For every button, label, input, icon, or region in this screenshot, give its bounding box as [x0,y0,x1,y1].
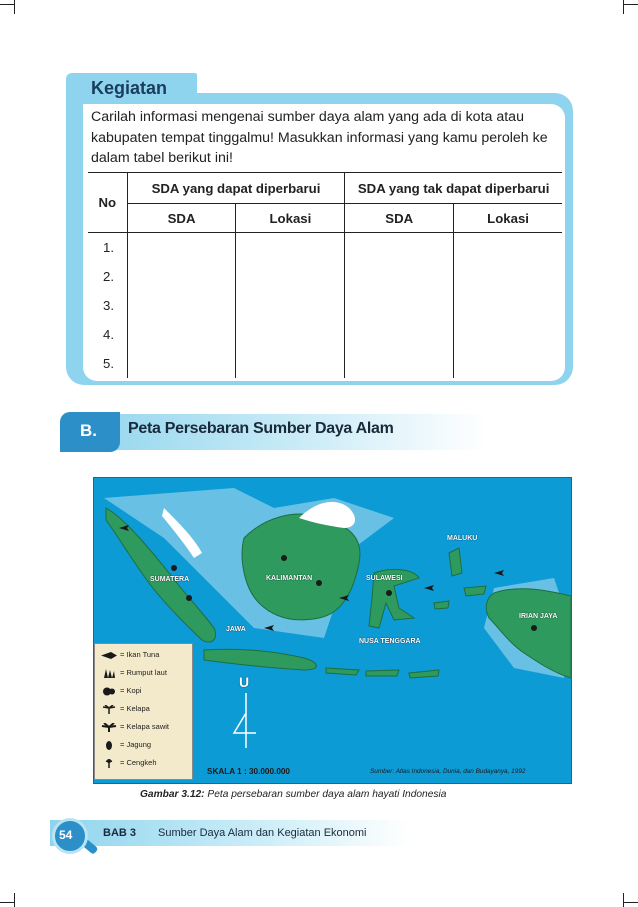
page-number: 54 [59,828,73,842]
legend-item: = Kopi [101,686,141,700]
table-cell[interactable] [236,233,345,263]
table-cell[interactable] [345,320,454,349]
coconut-icon [101,705,117,714]
table-cell[interactable] [454,291,562,320]
crop-mark [624,902,638,903]
crop-mark [14,0,15,14]
activity-table [88,172,562,378]
label-jawa: JAWA [226,626,246,633]
table-cell[interactable] [345,233,454,263]
table-row [88,262,562,291]
caption-text: Peta persebaran sumber daya alam hayati Indonesia [207,789,447,800]
footer-chapter: BAB 3 [103,827,137,839]
table-cell[interactable] [454,349,562,378]
fish-icon [101,651,117,660]
jawa-island [204,649,316,670]
crop-mark [14,893,15,907]
seaweed-icon [101,669,117,678]
table-cell[interactable] [345,349,454,378]
table-cell[interactable] [454,320,562,349]
table-cell[interactable] [345,262,454,291]
table-cell[interactable] [127,233,236,263]
table-row [88,349,562,378]
header-renewable: SDA yang dapat diperbarui [127,173,345,204]
table-cell[interactable] [127,291,236,320]
crop-mark [623,893,624,907]
activity-tab-label: Kegiatan [91,78,168,98]
nusa-tenggara-islands [326,668,439,678]
table-cell[interactable] [454,262,562,291]
activity-instruction: Carilah informasi mengenai sumber daya alam yang ada di kota atau kabupaten tempat tinggalmu! Masukkan informasi yang kamu peroleh ke dalam tabel berikut ini! [91,109,548,166]
row-number: 1. [103,240,114,255]
row-number: 3. [103,298,114,313]
table-cell[interactable] [127,262,236,291]
label-maluku: MALUKU [447,535,478,542]
legend-item: = Kelapa [101,704,150,718]
table-row [88,233,562,263]
table-row [88,320,562,349]
row-number: 4. [103,327,114,342]
table-cell[interactable] [127,320,236,349]
legend-item: = Cengkeh [101,758,157,772]
label-irian-jaya: IRIAN JAYA [519,613,558,620]
footer-title: Sumber Daya Alam dan Kegiatan Ekonomi [158,827,367,839]
activity-tab [66,73,197,103]
table-cell[interactable] [236,291,345,320]
subheader-sda: SDA [345,204,454,233]
crop-mark [623,0,624,14]
legend-item: = Kelapa sawit [101,722,169,736]
table-cell[interactable] [236,349,345,378]
clove-icon [101,759,117,768]
table-cell[interactable] [236,320,345,349]
legend-item: = Jagung [101,740,151,754]
row-number: 5. [103,356,114,371]
header-no: No [98,195,117,210]
section-letter: B. [80,421,97,440]
map-scale: SKALA 1 : 30.000.000 [207,767,290,776]
page-number-badge [52,818,88,854]
maluku-islands [434,548,486,609]
crop-mark [624,4,638,5]
caption-label: Gambar 3.12: [140,789,205,800]
table-cell[interactable] [454,233,562,263]
header-nonrenewable: SDA yang tak dapat diperbarui [345,173,562,204]
coffee-icon [101,687,117,696]
subheader-sda: SDA [127,204,236,233]
figure-caption [140,789,446,800]
palm-oil-icon [101,723,117,732]
map-source: Sumber: Atlas Indonesia, Dunia, dan Budayanya, 1992 [370,768,526,775]
section-title: Peta Persebaran Sumber Daya Alam [128,420,394,437]
legend-item: = Rumput laut [101,668,167,682]
label-sumatera: SUMATERA [150,576,190,583]
table-cell[interactable] [345,291,454,320]
section-badge [60,412,120,452]
label-nusa-tenggara: NUSA TENGGARA [359,638,421,645]
crop-mark [0,4,14,5]
subheader-lokasi: Lokasi [454,204,562,233]
row-number: 2. [103,269,114,284]
subheader-lokasi: Lokasi [236,204,345,233]
crop-mark [0,902,14,903]
north-arrow-label: U [239,674,250,690]
table-cell[interactable] [236,262,345,291]
map-legend [94,643,193,780]
table-cell[interactable] [127,349,236,378]
label-kalimantan: KALIMANTAN [266,575,313,582]
table-row [88,291,562,320]
legend-item: = Ikan Tuna [101,650,159,664]
kalimantan-island [242,514,360,620]
corn-icon [101,741,117,750]
label-sulawesi: SULAWESI [366,575,403,582]
